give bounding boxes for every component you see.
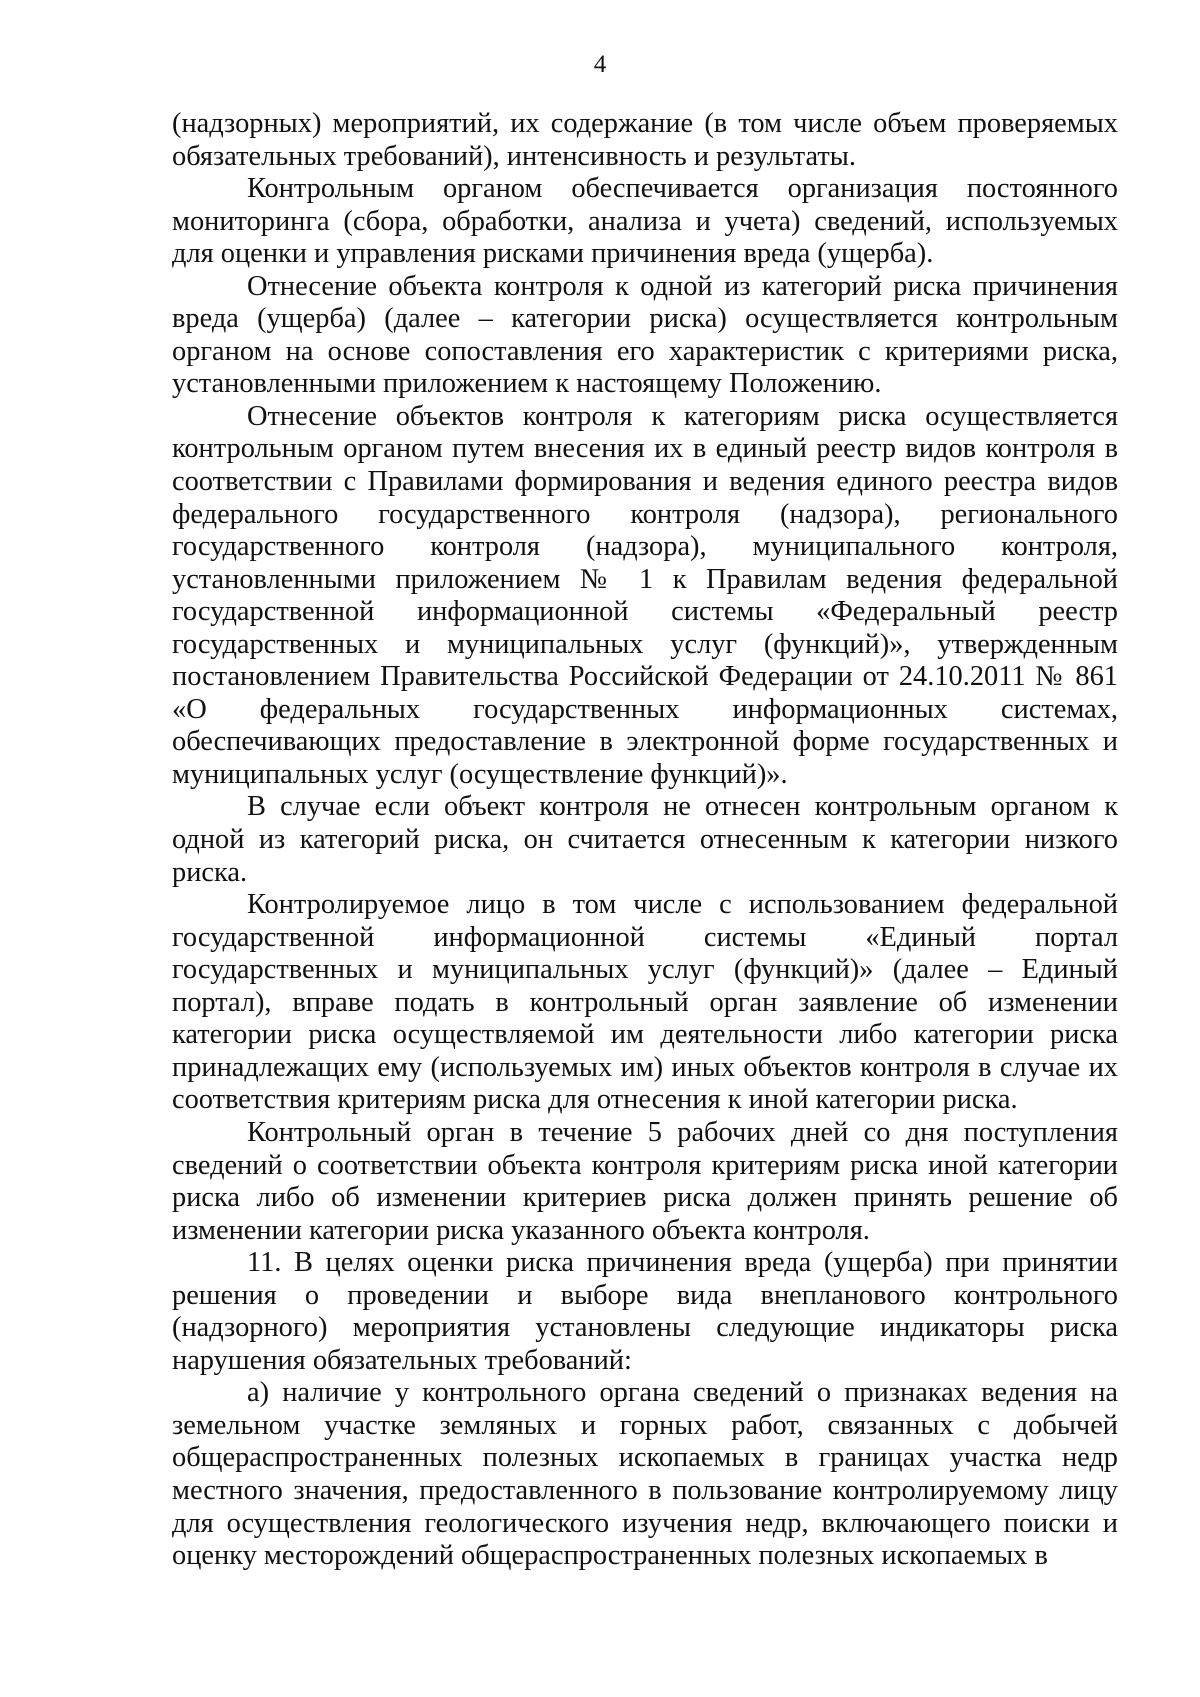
paragraph-monitoring: Контрольным органом обеспечивается организация постоянного мониторинга (сбора, обработки, анализа и учета) сведений, используемых для оценки и управления рисками причинения вреда (ущерба).: [172, 173, 1118, 270]
paragraph-continuation: (надзорных) мероприятий, их содержание (в том числе объем проверяемых обязательных требований), интенсивность и результаты.: [172, 108, 1118, 172]
paragraph-item-11-a: а) наличие у контрольного органа сведений о признаках ведения на земельном участке земляных и горных работ, связанных с добычей общераспространенных полезных ископаемых в границах участка недр местного значения, предоставленного в пользование контролируемому лицу для осуществления геологического изучения недр, включающего поиски и оценку месторождений общераспространенных полезных ископаемых в: [172, 1377, 1118, 1572]
page-number: 4: [593, 51, 607, 78]
paragraph-low-risk-default: В случае если объект контроля не отнесен контрольным органом к одной из категорий риска, он считается отнесенным к категории низкого риска.: [172, 791, 1118, 888]
paragraph-risk-category-assignment: Отнесение объекта контроля к одной из категорий риска причинения вреда (ущерба) (далее – категории риска) осуществляется контрольным органом на основе сопоставления его характеристик с критериями риска, установленными приложением к настоящему Положению.: [172, 270, 1118, 400]
paragraph-registry: Отнесение объектов контроля к категориям риска осуществляется контрольным органом путем внесения их в единый реестр видов контроля в соответствии с Правилами формирования и ведения единого реестра видов федерального государственного контроля (надзора), регионального государственного контроля (надзора), муниципального контроля, установленными приложением № 1 к Правилам ведения федеральной государственной информационной системы «Федеральный реестр государственных и муниципальных услуг (функций)», утвержденным постановлением Правительства Российской Федерации от 24.10.2011 № 861 «О федеральных государственных информационных системах, обеспечивающих предоставление в электронной форме государственных и муниципальных услуг (осуществление функций)».: [172, 400, 1118, 790]
paragraph-decision-deadline: Контрольный орган в течение 5 рабочих дней со дня поступления сведений о соответствии объекта контроля критериям риска иной категории риска либо об изменении критериев риска должен принять решение об изменении категории риска указанного объекта контроля.: [172, 1116, 1118, 1246]
paragraph-item-11: 11. В целях оценки риска причинения вреда (ущерба) при принятии решения о проведении и выборе вида внепланового контрольного (надзорного) мероприятия установлены следующие индикаторы риска нарушения обязательных требований:: [172, 1247, 1118, 1376]
document-body: [172, 108, 1118, 1573]
paragraph-category-change-request: Контролируемое лицо в том числе с использованием федеральной государственной информационной системы «Единый портал государственных и муниципальных услуг (функций)» (далее – Единый портал), вправе подать в контрольный орган заявление об изменении категории риска осуществляемой им деятельности либо категории риска принадлежащих ему (используемых им) иных объектов контроля в случае их соответствия критериям риска для отнесения к иной категории риска.: [172, 889, 1118, 1116]
